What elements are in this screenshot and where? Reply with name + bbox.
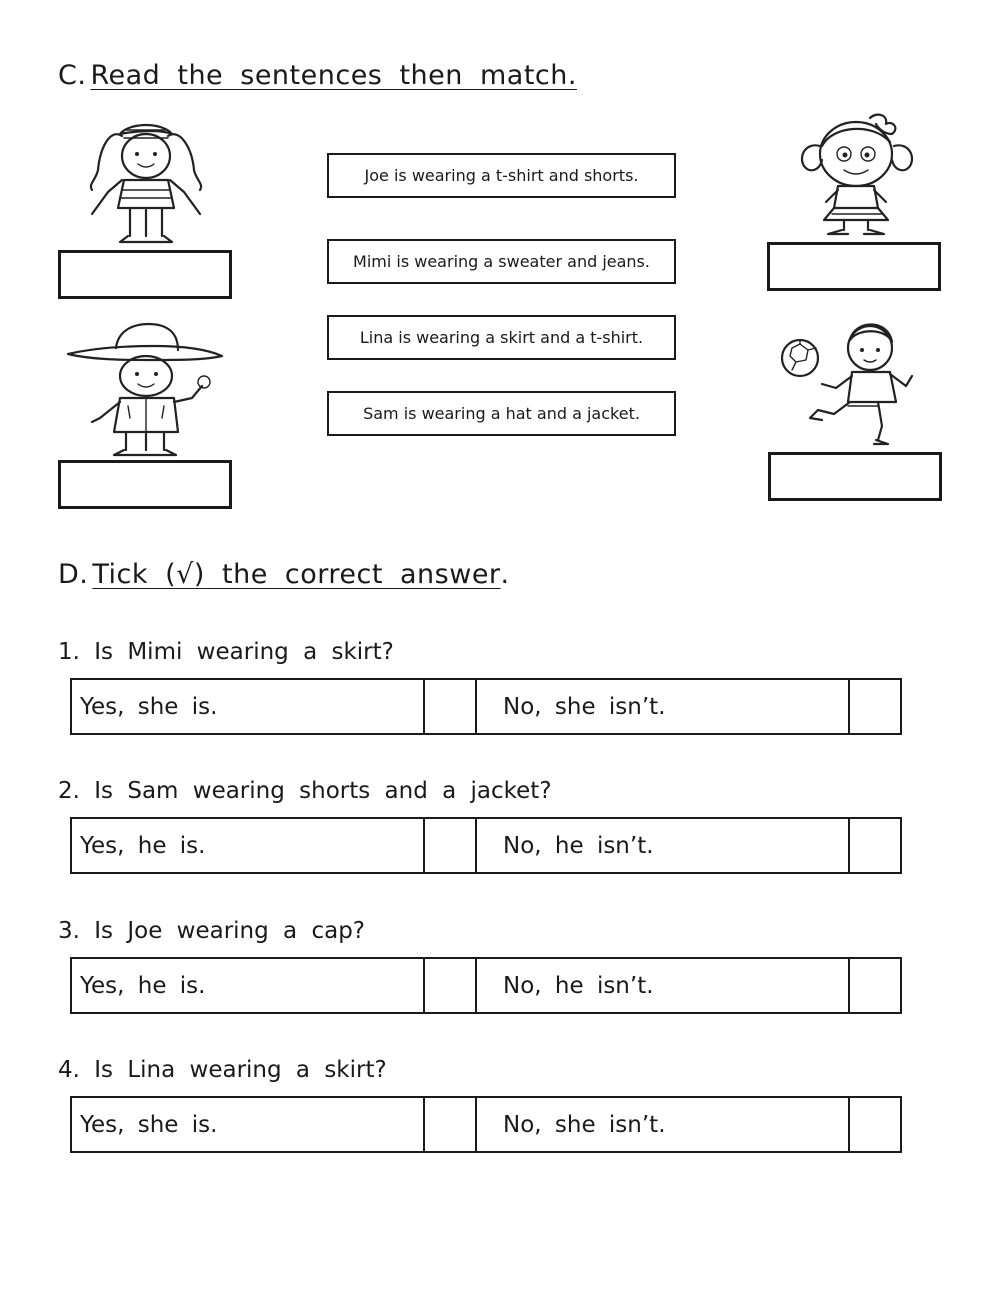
sentence-box-2 [327, 239, 676, 284]
yes-tick-box[interactable] [425, 959, 477, 1012]
no-tick-box[interactable] [850, 959, 900, 1012]
no-option: No, he isn’t. [477, 819, 850, 872]
yes-tick-box[interactable] [425, 1098, 477, 1151]
section-c-heading [58, 60, 577, 91]
yes-option: Yes, he is. [72, 959, 425, 1012]
question-text: Is Sam wearing shorts and a jacket? [94, 778, 552, 804]
yes-option: Yes, he is. [72, 819, 425, 872]
boy-soccer-icon [778, 314, 928, 450]
section-c-instruction: Read the sentences then match. [90, 60, 577, 91]
question-text: Is Joe wearing a cap? [94, 918, 366, 944]
question-number: 2. [58, 778, 80, 804]
question-4 [58, 1057, 387, 1083]
section-d-period: . [500, 559, 510, 590]
sentence-text: Mimi is wearing a sweater and jeans. [353, 252, 650, 271]
match-answer-box-3[interactable] [58, 460, 232, 509]
section-d-heading [58, 559, 510, 590]
sentence-box-3 [327, 315, 676, 360]
yes-option: Yes, she is. [72, 1098, 425, 1151]
yes-tick-box[interactable] [425, 680, 477, 733]
yes-tick-box[interactable] [425, 819, 477, 872]
match-answer-box-1[interactable] [58, 250, 232, 299]
answer-row-3 [70, 957, 902, 1014]
section-d-instruction-post: the correct answer [222, 559, 501, 590]
question-1 [58, 639, 394, 665]
no-option: No, she isn’t. [477, 680, 850, 733]
sentence-box-1 [327, 153, 676, 198]
match-answer-box-2[interactable] [767, 242, 941, 291]
section-c-letter: C. [58, 60, 87, 91]
no-option: No, she isn’t. [477, 1098, 850, 1151]
girl-sweater-icon [70, 118, 220, 246]
question-number: 3. [58, 918, 80, 944]
no-tick-box[interactable] [850, 819, 900, 872]
answer-row-2 [70, 817, 902, 874]
no-tick-box[interactable] [850, 680, 900, 733]
question-3 [58, 918, 365, 944]
question-2 [58, 778, 552, 804]
section-d-letter: D. [58, 559, 89, 590]
girl-pigtails-icon [792, 112, 922, 238]
question-text: Is Mimi wearing a skirt? [94, 639, 394, 665]
question-number: 1. [58, 639, 80, 665]
question-number: 4. [58, 1057, 80, 1083]
match-answer-box-4[interactable] [768, 452, 942, 501]
question-text: Is Lina wearing a skirt? [94, 1057, 387, 1083]
yes-option: Yes, she is. [72, 680, 425, 733]
answer-row-4 [70, 1096, 902, 1153]
tick-symbol: (√) [165, 559, 205, 590]
sentence-text: Joe is wearing a t-shirt and shorts. [364, 166, 639, 185]
no-option: No, he isn’t. [477, 959, 850, 1012]
answer-row-1 [70, 678, 902, 735]
section-d-instruction-pre: Tick [92, 559, 149, 590]
sentence-text: Sam is wearing a hat and a jacket. [363, 404, 640, 423]
sentence-text: Lina is wearing a skirt and a t-shirt. [359, 328, 644, 347]
child-hat-icon [64, 322, 229, 458]
sentence-box-4 [327, 391, 676, 436]
no-tick-box[interactable] [850, 1098, 900, 1151]
